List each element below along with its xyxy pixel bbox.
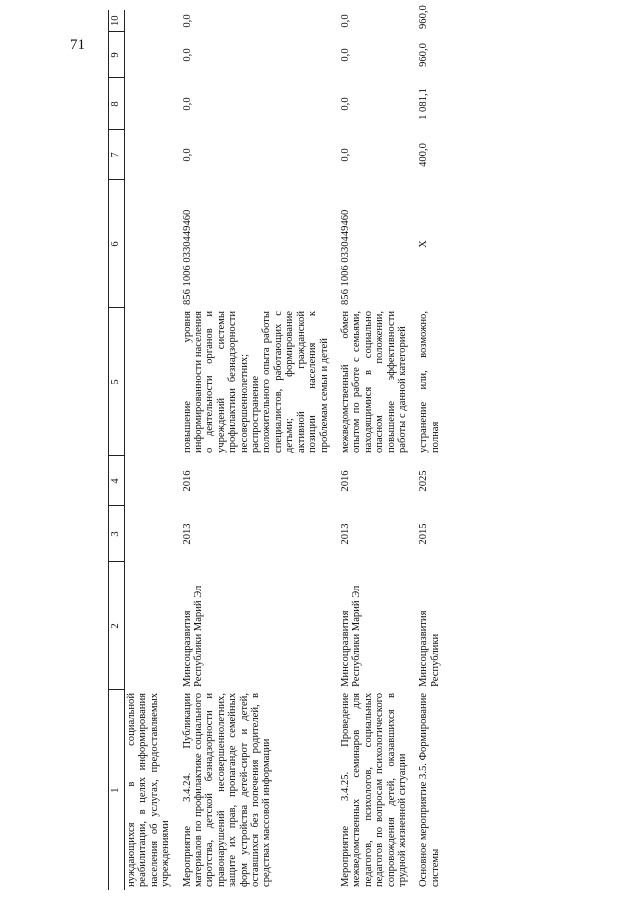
cell-result: межведомственный обмен опытом по работе с семьями, находящимися в социально опасном положении, повышение эффективности работы с данной категорией — [339, 311, 408, 453]
table-row — [417, 10, 442, 890]
cell-end — [125, 456, 173, 506]
cell-value-10: 0,0 — [339, 14, 351, 28]
cell-value-7: 0,0 — [181, 148, 193, 162]
rotated-table-container — [108, 5, 639, 890]
col-header-3: 3 — [109, 506, 125, 562]
col-header-2: 2 — [109, 562, 125, 690]
cell-value-7 — [125, 130, 173, 180]
cell-value-10: 960,0 — [418, 5, 430, 29]
cell-end: 2016 — [339, 470, 351, 492]
cell-code: 856 1006 0330449460 — [339, 209, 351, 305]
cell-start: 2013 — [181, 523, 193, 545]
cell-name: Мероприятие 3.4.25. Проведение межведомственных семинаров для педагогов, психологов, социальных педагогов по вопросам психологического сопровождения детей, оказавшихся в трудной жизненной ситуации — [339, 693, 408, 887]
cell-end: 2025 — [418, 470, 430, 492]
cell-executor: Минсоцразвития Республики — [418, 610, 441, 687]
col-header-7: 7 — [109, 130, 125, 180]
col-header-1: 1 — [109, 690, 125, 890]
cell-start: 2013 — [339, 523, 351, 545]
cell-code: 856 1006 0330449460 — [181, 209, 193, 305]
cell-value-8: 0,0 — [339, 97, 351, 111]
cell-value-10 — [125, 10, 173, 32]
col-header-4: 4 — [109, 456, 125, 506]
col-header-5: 5 — [109, 308, 125, 456]
row-spacer — [409, 10, 417, 890]
cell-value-8: 0,0 — [181, 97, 193, 111]
col-header-9: 9 — [109, 32, 125, 78]
col-header-6: 6 — [109, 180, 125, 308]
program-table — [108, 5, 442, 890]
cell-value-9 — [125, 32, 173, 78]
cell-executor: Минсоцразвития Республики Марий Эл — [339, 585, 363, 687]
cell-name: нуждающихся в социальной реабилитации, в целях информирования населения об услугах, предоставляемых учреждениями — [126, 693, 172, 887]
cell-value-9: 960,0 — [418, 43, 430, 67]
page-number: 71 — [70, 37, 85, 53]
cell-executor: Минсоцразвития Республики Марий Эл — [181, 585, 205, 687]
row-spacer — [173, 10, 181, 890]
cell-result — [125, 308, 173, 456]
cell-start: 2015 — [418, 523, 430, 545]
cell-value-7: 0,0 — [339, 148, 351, 162]
cell-value-9: 0,0 — [181, 48, 193, 62]
cell-result: повышение уровня информированности населения о деятельности органов и учреждений системы профилактики безнадзорности несовершеннолетних; распространение положительного опыта работы специалистов, работающих с детьми; формирование активной гражданской позиции населения к проблемам семьи и детей — [181, 311, 330, 453]
table-row — [339, 10, 409, 890]
cell-name: Мероприятие 3.4.24. Публикации материалов по профилактике социального сиротства, детской безнадзорности и правонарушений несовершеннолетних, защите их прав, пропаганде семейных форм устройства детей-сирот и детей, оставшихся без попечения родителей, в средствах массовой информации — [181, 693, 273, 887]
cell-code — [125, 180, 173, 308]
table-row — [125, 10, 173, 890]
cell-value-8 — [125, 78, 173, 130]
header-row — [109, 10, 125, 890]
row-spacer — [331, 10, 339, 890]
table-row — [181, 10, 331, 890]
col-header-10: 10 — [109, 10, 125, 32]
cell-start — [125, 506, 173, 562]
cell-executor — [125, 562, 173, 690]
cell-value-8: 1 081,1 — [418, 88, 430, 120]
cell-value-10: 0,0 — [181, 14, 193, 28]
cell-value-9: 0,0 — [339, 48, 351, 62]
cell-end: 2016 — [181, 470, 193, 492]
cell-code: Х — [418, 240, 430, 248]
cell-result: устранение или, возможно, полная — [418, 311, 441, 453]
cell-value-7: 400,0 — [418, 143, 430, 167]
cell-name: Основное мероприятие 3.5. Формирование системы — [418, 693, 441, 887]
col-header-8: 8 — [109, 78, 125, 130]
